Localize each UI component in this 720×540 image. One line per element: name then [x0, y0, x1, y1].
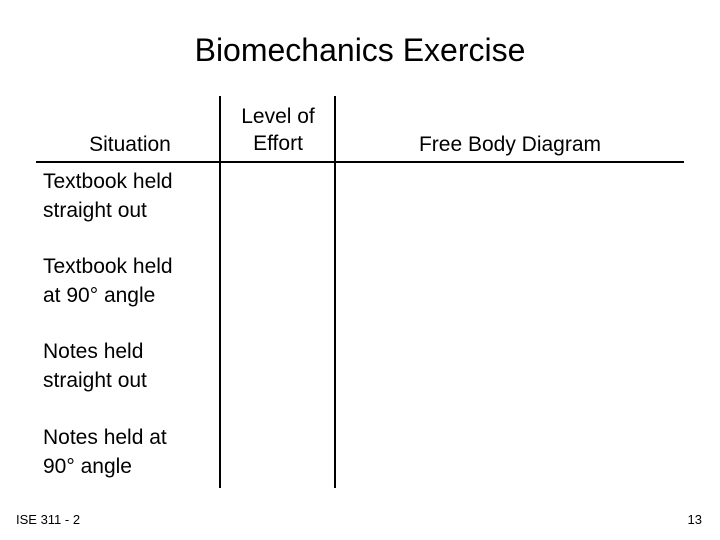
row-label-textbook-straight: Textbook held straight out	[43, 170, 173, 222]
slide-title: Biomechanics Exercise	[194, 32, 526, 68]
column-divider-line-2	[334, 96, 336, 488]
row-label-textbook-angle: Textbook held at 90° angle	[43, 255, 173, 307]
footer-page-number: 13	[687, 512, 702, 527]
row-label-notes-angle: Notes held at 90° angle	[43, 426, 167, 478]
column-divider-line-1	[219, 96, 221, 488]
header-divider-line	[36, 161, 684, 163]
column-header-free-body-diagram: Free Body Diagram	[418, 133, 602, 156]
footer-course-label: ISE 311 - 2	[16, 512, 81, 527]
column-header-situation: Situation	[89, 133, 171, 156]
column-header-level-of-effort: Level of Effort	[241, 105, 315, 155]
row-label-notes-straight: Notes held straight out	[43, 340, 147, 392]
